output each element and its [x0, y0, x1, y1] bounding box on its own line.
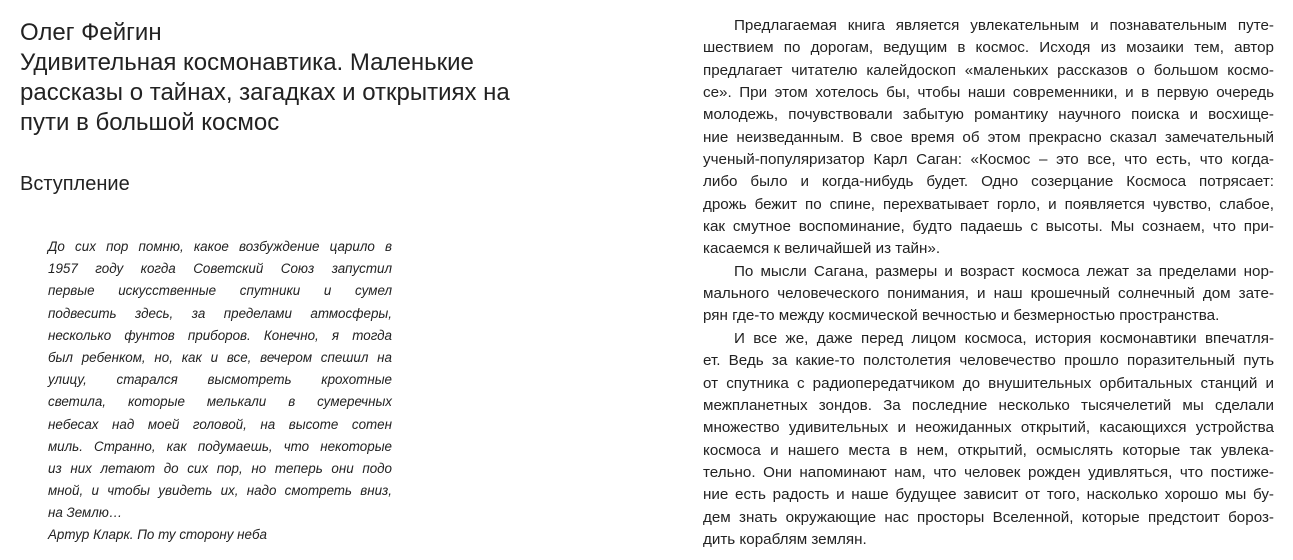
- body-line: множество удивительных и неожиданных открытий, касающихся устройства: [703, 419, 1274, 437]
- body-line: как смутное воспоминание, будто падаешь с высоты. Мы сознаем, что при-: [703, 218, 1274, 236]
- body-line: мального человеческого понимания, и наш крошечный солнечный дом зате-: [703, 285, 1274, 303]
- epigraph-line: был ребенком, но, как и все, вечером спешил на: [48, 349, 392, 365]
- body-line: межпланетных зондов. За последние несколько тысячелетий мы сделали: [703, 396, 1274, 414]
- body-line: се». При этом хотелось бы, чтобы наши современники, и в первую очередь: [703, 84, 1274, 102]
- author-name: Олег Фейгин: [20, 19, 162, 46]
- epigraph-line: До сих пор помню, какое возбуждение царило в: [48, 239, 392, 254]
- body-line: рян где-то между космической вечностью и безмерностью пространства.: [703, 307, 1220, 325]
- epigraph-line: небесах над моей головой, на высоте сотен: [48, 416, 392, 432]
- book-title-line: рассказы о тайнах, загадках и открытиях на: [20, 79, 510, 106]
- epigraph-attribution: Артур Кларк. По ту сторону неба: [48, 527, 267, 543]
- body-line: дить кораблям землян.: [703, 530, 867, 548]
- body-line: предлагает читателю калейдоскоп «маленьких рассказов о большом космо-: [703, 61, 1274, 79]
- body-line: тельно. Они напоминают нам, что человек рожден удивляться, что постиже-: [703, 463, 1274, 481]
- epigraph-line: миль. Странно, как подумаешь, что некоторые: [48, 438, 392, 454]
- body-line: ние есть радость и наше будущее зависит от того, насколько хорошо мы бу-: [703, 486, 1274, 504]
- book-title-line: пути в большой космос: [20, 109, 280, 136]
- epigraph-line: 1957 году когда Советский Союз запустил: [48, 261, 392, 277]
- body-line: дрожь бежит по спине, перехватывает горло, и появляется чувство, слабое,: [703, 195, 1274, 213]
- body-line: И все же, даже перед лицом космоса, история космонавтики впечатля-: [734, 329, 1274, 347]
- epigraph-line: светила, которые мелькали в сумеречных: [48, 394, 392, 410]
- body-line: Предлагаемая книга является увлекательным и познавательным путе-: [734, 17, 1274, 34]
- epigraph-line: подвесить здесь, за пределами атмосферы,: [48, 305, 392, 321]
- book-title: [20, 48, 580, 138]
- body-line: ет. Ведь за какие-то полстолетия человечество прошло поразительный путь: [703, 352, 1274, 370]
- body-line: касаемся к величайшей из тайн».: [703, 240, 941, 258]
- body-line: шествием по дорогам, ведущим в космос. Исходя из мозаики тем, автор: [703, 39, 1274, 57]
- book-title-line: Удивительная космонавтика. Маленькие: [20, 49, 474, 76]
- epigraph-line: из них летают до сих пор, но теперь они подо: [48, 460, 392, 476]
- body-line: космоса и нашего места в нем, открытий, осмыслять которые так увлека-: [703, 441, 1274, 459]
- body-line: от спутника с радиопередатчиком до внушительных орбитальных станций и: [703, 374, 1274, 392]
- epigraph-line: мной, и чтобы увидеть их, надо смотреть вниз,: [48, 483, 392, 499]
- epigraph-line: первые искусственные спутники и сумел: [48, 283, 392, 299]
- left-column: [20, 0, 600, 560]
- body-line: ние неизведанным. В свое время об этом прекрасно сказал замечательный: [703, 128, 1274, 146]
- epigraph-line: на Землю…: [48, 505, 123, 521]
- body-line: либо было и когда-нибудь будет. Одно созерцание Космоса потрясает:: [703, 173, 1274, 191]
- epigraph: [48, 236, 392, 547]
- body-line: молодежь, почувствовали забытую романтику научного поиска и восхище-: [703, 106, 1274, 124]
- body-line: дем знать окружающие нас просторы Вселенной, которые предстоит бороз-: [703, 508, 1274, 526]
- body-text: [703, 15, 1274, 551]
- epigraph-line: улицу, старался высмотреть крохотные: [48, 372, 392, 388]
- section-heading: Вступление: [20, 173, 130, 195]
- body-line: По мысли Сагана, размеры и возраст космоса лежат за пределами нор-: [734, 262, 1274, 280]
- body-line: ученый-популяризатор Карл Саган: «Космос – это все, что есть, что когда-: [703, 151, 1274, 169]
- epigraph-line: несколько фунтов приборов. Конечно, я тогда: [48, 327, 392, 343]
